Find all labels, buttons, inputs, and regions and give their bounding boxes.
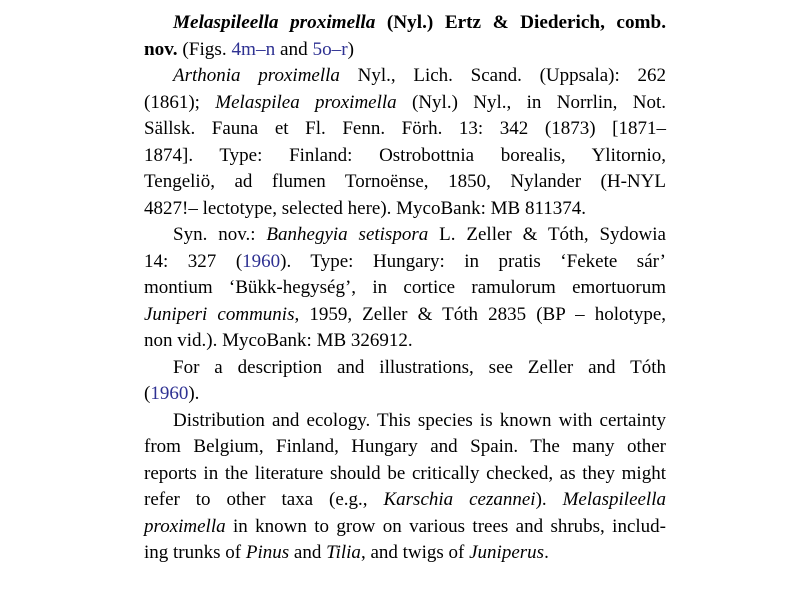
- distribution-line-6: ing trunks of Pinus and Tilia, and twigs of Juniperus.: [144, 542, 549, 563]
- host-genus: Tilia: [326, 542, 361, 563]
- basionym-line-3: Sällsk. Fauna et Fl. Fenn. Förh. 13: 342 (1873) [1871–: [144, 118, 666, 139]
- synonym-nov-line-4: Juniperi communis, 1959, Zeller & Tóth 2835 (BP – holotype,: [144, 303, 666, 325]
- synonym-nov-line-2: 14: 327 (1960). Type: Hungary: in pratis ‘Fekete sár’: [144, 250, 666, 272]
- taxon-name: proximella: [144, 515, 226, 537]
- distribution-line-1: Distribution and ecology. This species is known with certainty: [173, 409, 666, 431]
- taxon-heading-line-2: nov. (Figs. 4m–n and 5o–r): [144, 38, 355, 60]
- figure-link-4m-n[interactable]: 4m–n: [231, 38, 276, 60]
- taxon-entry: [144, 10, 666, 567]
- taxon-name: Melaspileella proximella: [173, 12, 376, 33]
- comb-nov-label: nov.: [144, 38, 178, 60]
- taxon-heading-line-1: [144, 10, 666, 37]
- taxon-name: Karschia cezannei: [383, 489, 536, 510]
- basionym-line-1: Arthonia proximella Nyl., Lich. Scand. (Uppsala): 262: [173, 65, 666, 86]
- basionym-line-2: (1861); Melaspilea proximella (Nyl.) Nyl., in Norrlin, Not.: [144, 91, 666, 113]
- host-genus: Pinus: [245, 542, 290, 563]
- distribution-line-2: from Belgium, Finland, Hungary and Spain. The many other: [144, 436, 666, 457]
- distribution-line-5: proximella in known to grow on various trees and shrubs, includ-: [144, 515, 666, 537]
- citation-link-1960[interactable]: 1960: [242, 250, 281, 272]
- taxon-authority: (Nyl.) Ertz & Diederich, comb.: [375, 12, 666, 33]
- synonym-name: Melaspilea proximella: [215, 91, 397, 113]
- description-line-2: (1960).: [144, 383, 200, 404]
- basionym-line-4: 1874]. Type: Finland: Ostrobottnia borealis, Ylitornio,: [144, 144, 666, 166]
- description-line-1: For a description and illustrations, see Zeller and Tóth: [173, 356, 666, 378]
- distribution-line-4: refer to other taxa (e.g., Karschia cezannei). Melaspileella: [144, 489, 666, 510]
- synonym-nov-line-5: non vid.). MycoBank: MB 326912.: [144, 330, 413, 351]
- host-genus: Juniperus: [469, 542, 545, 563]
- distribution-line-3: reports in the literature should be critically checked, as they might: [144, 462, 666, 484]
- figure-link-5o-r[interactable]: 5o–r: [312, 38, 348, 60]
- basionym-line-5: Tengeliö, ad flumen Tornoënse, 1850, Nylander (H-NYL: [144, 171, 666, 192]
- taxon-name: Melaspileella: [562, 489, 666, 510]
- synonym-name: Banhegyia setispora: [266, 224, 429, 245]
- synonym-nov-line-1: Syn. nov.: Banhegyia setispora L. Zeller & Tóth, Sydowia: [173, 224, 666, 245]
- citation-link-1960[interactable]: 1960: [150, 383, 189, 404]
- synonym-name: Arthonia proximella: [173, 65, 340, 86]
- synonym-nov-line-3: montium ‘Bükk-hegység’, in cortice ramulorum emortuorum: [144, 277, 666, 298]
- host-name: Juniperi communis: [144, 303, 295, 325]
- basionym-line-6: 4827!– lectotype, selected here). MycoBank: MB 811374.: [144, 197, 586, 219]
